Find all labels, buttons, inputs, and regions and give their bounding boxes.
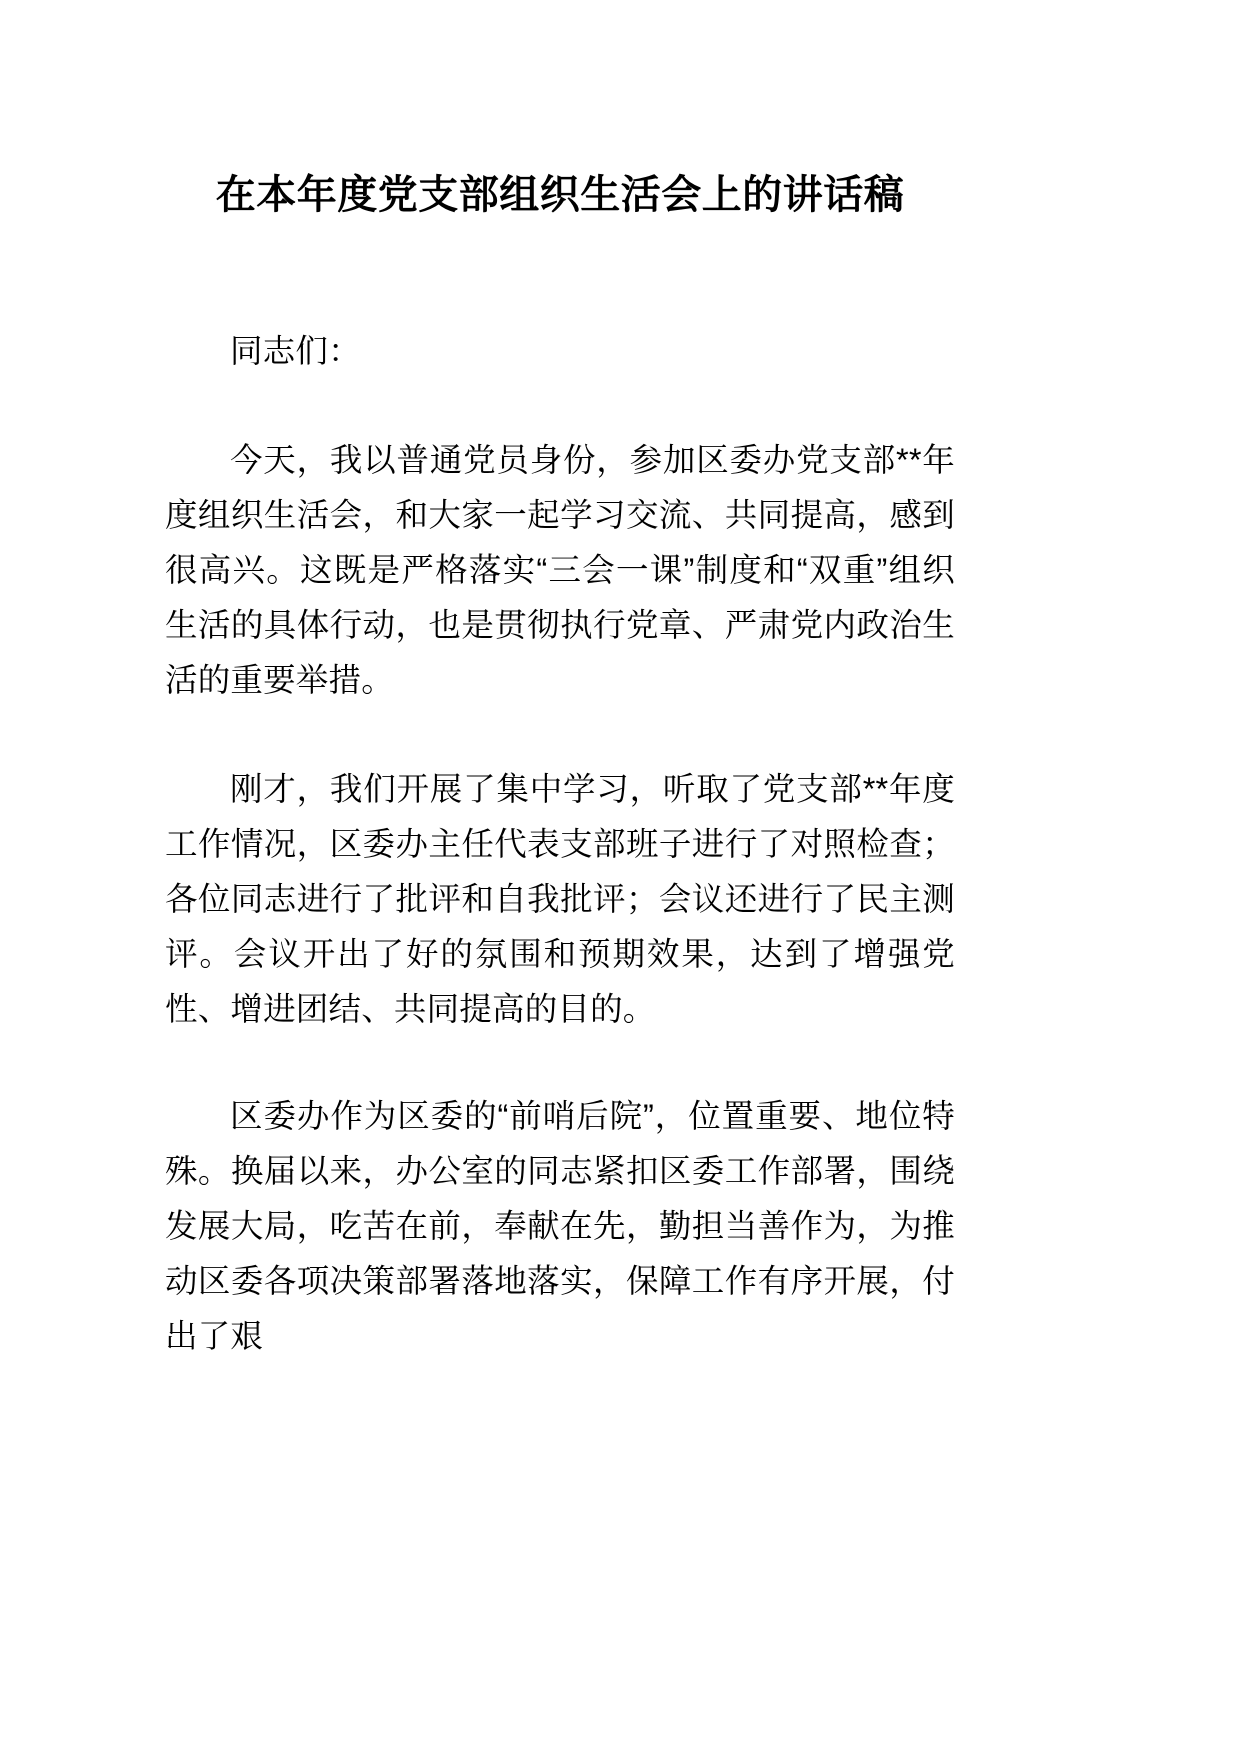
- paragraph-gap: [165, 708, 955, 762]
- body-paragraph-2: 刚才，我们开展了集中学习，听取了党支部**年度工作情况，区委办主任代表支部班子进行了对照检查；各位同志进行了批评和自我批评；会议还进行了民主测评。会议开出了好的氛围和预期效果，达到了增强党性、增进团结、共同提高的目的。: [165, 771, 955, 1027]
- title-spacer: [165, 220, 955, 324]
- document-body: [165, 0, 955, 1364]
- body-paragraph-3: 区委办作为区委的“前哨后院”，位置重要、地位特殊。换届以来，办公室的同志紧扣区委工作部署，围绕发展大局，吃苦在前，奉献在先，勤担当善作为，为推动区委各项决策部署落地落实，保障工作有序开展，付出了艰: [165, 1098, 955, 1354]
- body-paragraph-1: 今天，我以普通党员身份，参加区委办党支部**年度组织生活会，和大家一起学习交流、共同提高，感到很高兴。这既是严格落实“三会一课”制度和“双重”组织生活的具体行动，也是贯彻执行党章、严肃党内政治生活的重要举措。: [165, 442, 955, 698]
- page-title: 在本年度党支部组织生活会上的讲话稿: [215, 173, 905, 217]
- paragraph-gap: [165, 379, 955, 433]
- salutation: 同志们：: [230, 333, 361, 369]
- paragraph-gap: [165, 1037, 955, 1089]
